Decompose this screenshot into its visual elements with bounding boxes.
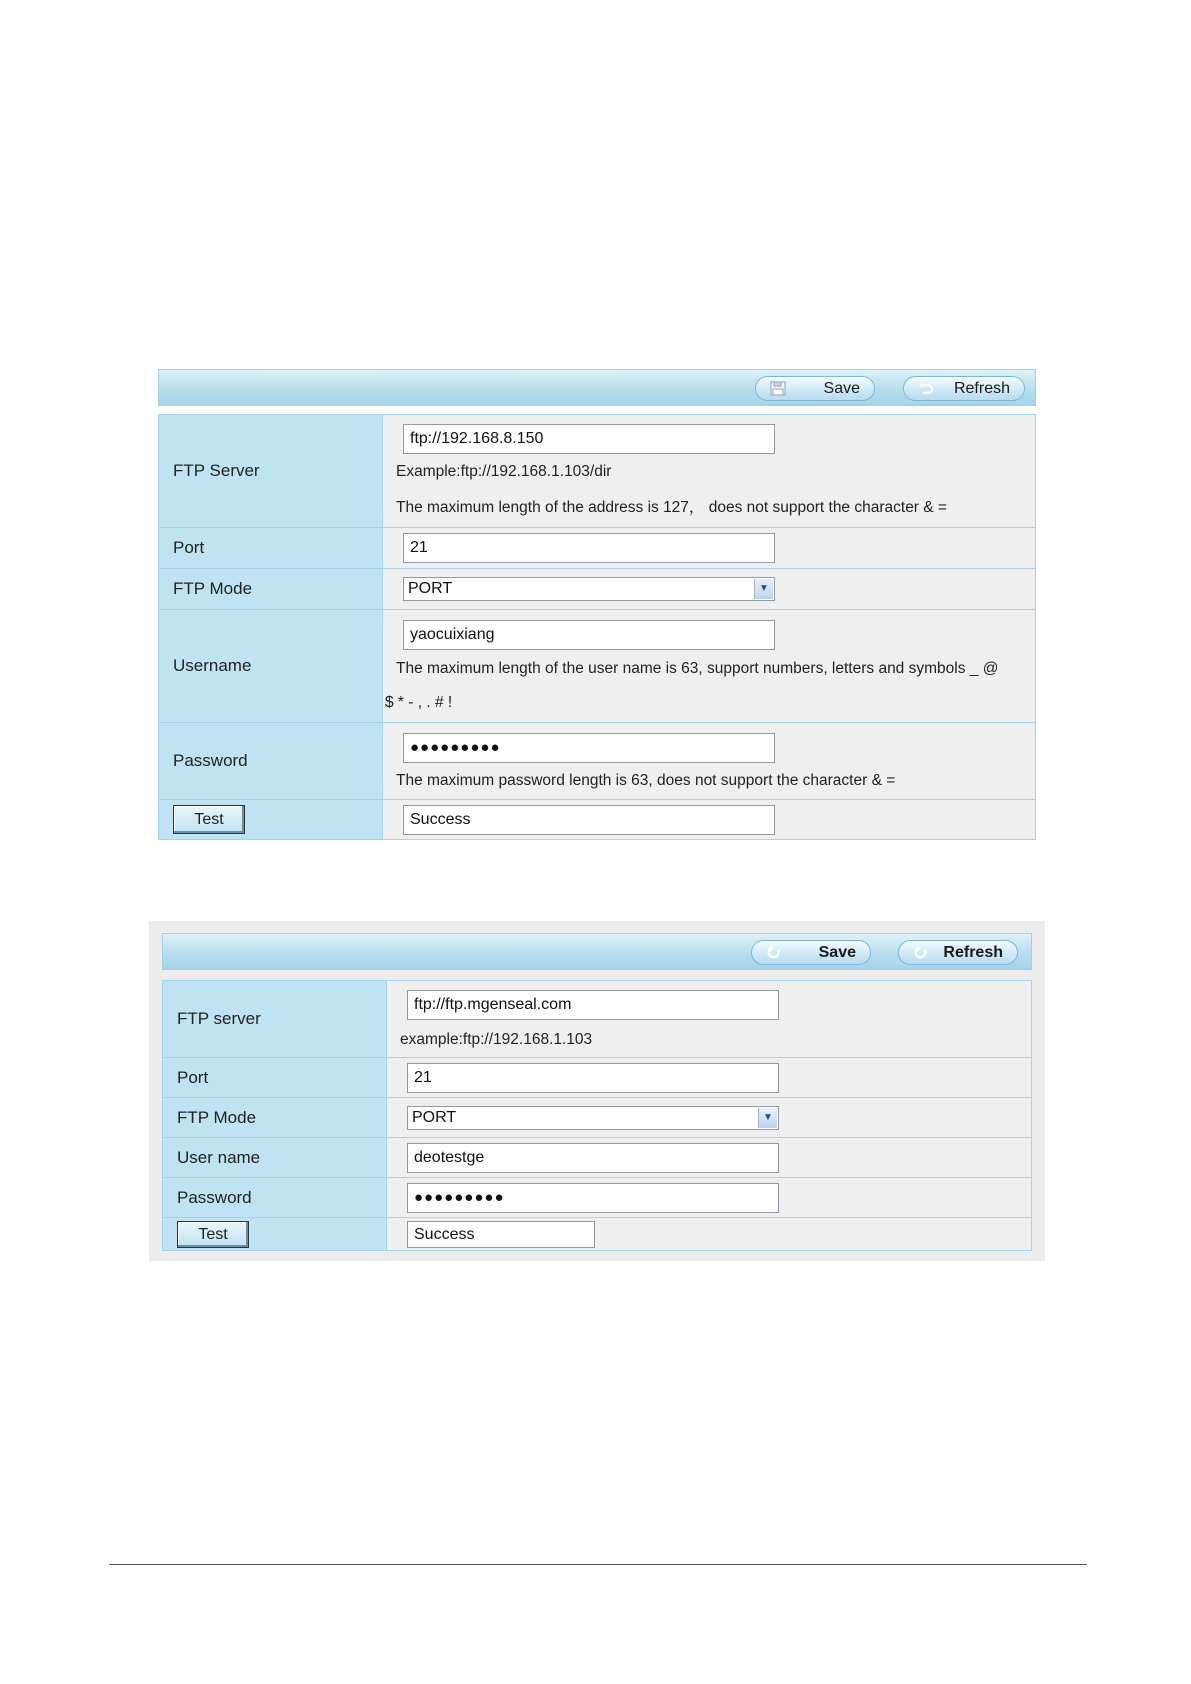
username-cell — [383, 610, 1036, 723]
ftp-server-hint: The maximum length of the address is 127， does not support the character & = — [396, 498, 947, 516]
username-hint-line2: $ * - , . # ! — [385, 694, 453, 711]
chevron-down-icon[interactable]: ▼ — [754, 579, 773, 599]
refresh-button-label: Refresh — [943, 943, 1003, 961]
username-row — [159, 610, 1036, 723]
save-button[interactable] — [755, 376, 875, 401]
password-row — [163, 1178, 1032, 1218]
username-hint-line1: The maximum length of the user name is 63, support numbers, letters and symbols _ @ — [396, 660, 999, 677]
port-input[interactable]: 21 — [403, 533, 775, 563]
port-cell — [383, 528, 1036, 569]
ftp-mode-selected: PORT — [408, 580, 453, 597]
password-label: Password — [159, 723, 383, 800]
test-result-field: Success — [407, 1221, 595, 1248]
ftp-mode-row — [159, 569, 1036, 610]
password-label: Password — [163, 1178, 387, 1218]
password-hint: The maximum password length is 63, does not support the character & = — [396, 771, 896, 789]
ftp-server-cell — [387, 981, 1032, 1058]
ftp-mode-row — [163, 1098, 1032, 1138]
port-label: Port — [163, 1058, 387, 1098]
port-row — [159, 528, 1036, 569]
test-result-cell — [383, 800, 1036, 840]
ftp-server-input[interactable]: ftp://192.168.8.150 — [403, 424, 775, 454]
refresh-button[interactable] — [898, 940, 1018, 965]
username-input[interactable]: deotestge — [407, 1143, 779, 1173]
ftp-server-label: FTP server — [163, 981, 387, 1058]
save-button-label: Save — [823, 379, 860, 397]
password-cell — [383, 723, 1036, 800]
ftp-server-cell — [383, 415, 1036, 528]
ftp-mode-selected: PORT — [412, 1108, 457, 1126]
username-label: User name — [163, 1138, 387, 1178]
password-input[interactable]: ●●●●●●●●● — [403, 733, 775, 763]
refresh-arrow-icon — [913, 945, 929, 960]
username-label: Username — [159, 610, 383, 723]
test-cell — [159, 800, 383, 840]
refresh-button-label: Refresh — [953, 379, 1010, 397]
port-label: Port — [159, 528, 383, 569]
username-input[interactable]: yaocuixiang — [403, 620, 775, 650]
ftp-settings-panel-2 — [162, 933, 1032, 1251]
floppy-disk-icon — [770, 381, 786, 396]
ftp-mode-select[interactable] — [403, 577, 775, 601]
test-row — [163, 1218, 1032, 1251]
ftp-form-table — [158, 414, 1036, 840]
ftp-server-example: Example:ftp://192.168.1.103/dir — [396, 462, 612, 480]
ftp-mode-cell — [383, 569, 1036, 610]
ftp-mode-label: FTP Mode — [159, 569, 383, 610]
chevron-down-icon[interactable]: ▼ — [758, 1108, 777, 1128]
ftp-server-input[interactable]: ftp://ftp.mgenseal.com — [407, 990, 779, 1020]
test-cell — [163, 1218, 387, 1251]
ftp-mode-cell — [387, 1098, 1032, 1138]
ftp-settings-panel-1 — [158, 369, 1036, 842]
test-button[interactable]: Test — [177, 1221, 249, 1248]
ftp-server-row — [159, 415, 1036, 528]
test-button[interactable]: Test — [173, 805, 245, 834]
username-row — [163, 1138, 1032, 1178]
ftp-server-label: FTP Server — [159, 415, 383, 528]
toolbar — [162, 933, 1032, 970]
username-cell — [387, 1138, 1032, 1178]
test-result-field: Success — [403, 805, 775, 835]
save-button[interactable] — [751, 940, 871, 965]
toolbar — [158, 369, 1036, 406]
port-input[interactable]: 21 — [407, 1063, 779, 1093]
ftp-mode-label: FTP Mode — [163, 1098, 387, 1138]
port-cell — [387, 1058, 1032, 1098]
password-input[interactable]: ●●●●●●●●● — [407, 1183, 779, 1213]
ftp-form-table — [162, 980, 1032, 1251]
ftp-server-row — [163, 981, 1032, 1058]
refresh-button[interactable] — [903, 376, 1025, 401]
refresh-arrow-icon — [766, 945, 782, 960]
ftp-mode-select[interactable] — [407, 1106, 779, 1130]
test-result-cell — [387, 1218, 1032, 1251]
port-row — [163, 1058, 1032, 1098]
save-button-label: Save — [818, 943, 856, 961]
refresh-arrow-icon — [918, 381, 934, 396]
password-cell — [387, 1178, 1032, 1218]
ftp-server-example: example:ftp://192.168.1.103 — [400, 1030, 593, 1048]
password-row — [159, 723, 1036, 800]
page-footer-rule — [109, 1564, 1087, 1565]
test-row — [159, 800, 1036, 840]
